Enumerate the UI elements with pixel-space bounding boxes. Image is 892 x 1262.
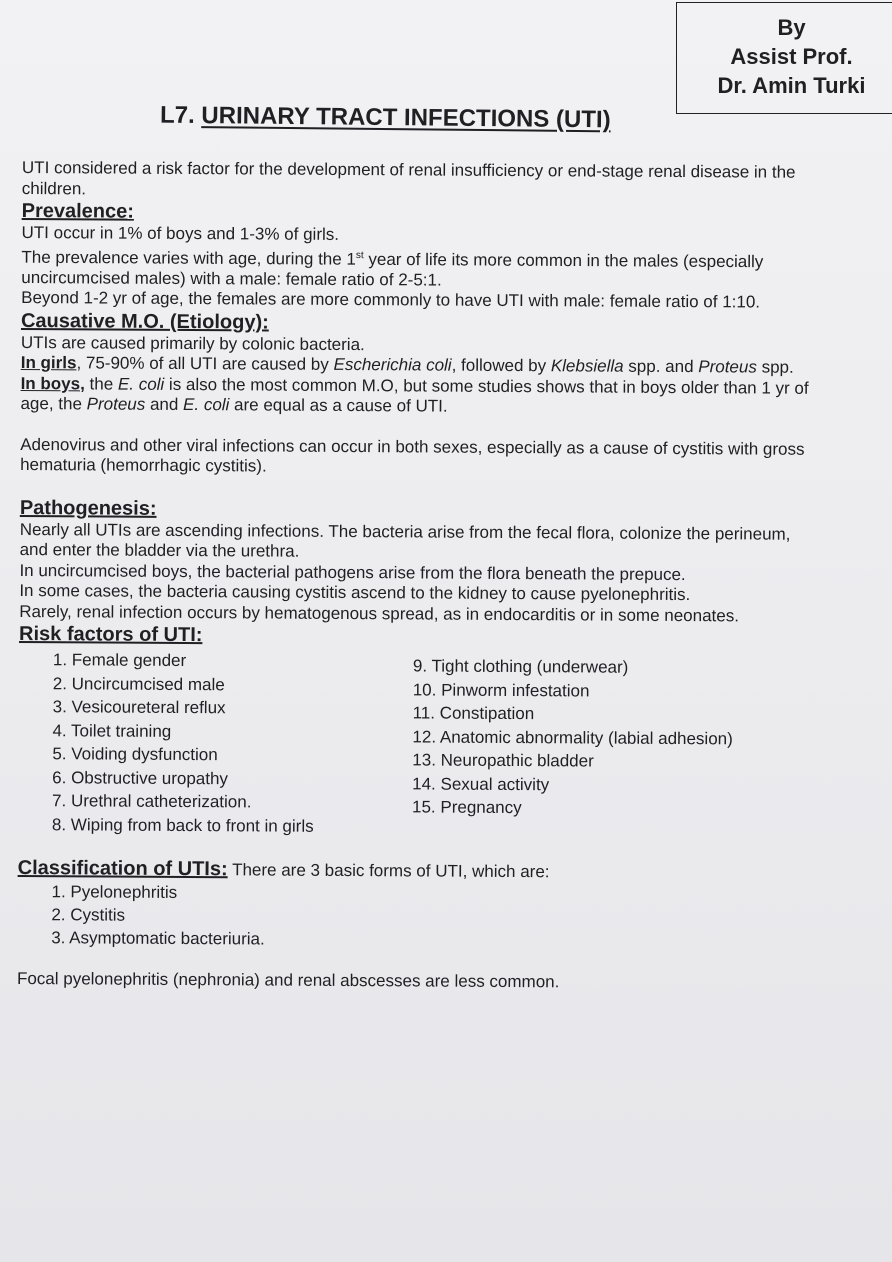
pathogenesis-p1: Nearly all UTIs are ascending infections. The bacteria arise from the fecal flora, colonize the perineum, and enter the bladder via the urethra. [19, 519, 791, 561]
girls-kleb: Klebsiella [550, 356, 624, 376]
classification-intro: There are 3 basic forms of UTI, which are: [227, 860, 550, 882]
risk-col2 [412, 655, 733, 841]
pathogenesis-p4: Rarely, renal infection occurs by hematogenous spread, as in endocarditis or in some neonates. [19, 601, 740, 626]
girls-a: , 75-90% of all UTI are caused by [76, 353, 334, 375]
author-by: By [777, 15, 806, 40]
prevalence-p3: Beyond 1-2 yr of age, the females are more commonly to have UTI with male: female ratio of 1:10. [21, 288, 761, 312]
list-item: 2. Uncircumcised male [52, 673, 225, 694]
classification-heading: Classification of UTIs: [17, 857, 228, 881]
boys-proteus: Proteus [86, 394, 146, 414]
girls-b: , followed by [451, 355, 551, 376]
list-item: 8. Wiping from back to front in girls [51, 814, 314, 836]
girls-c: spp. and [623, 356, 699, 377]
girls-d: spp. [756, 357, 794, 377]
list-item: 9. Tight clothing (underwear) [412, 656, 629, 677]
boys-label: In boys, [20, 373, 85, 394]
list-item: 15. Pregnancy [411, 797, 522, 818]
list-item: 6. Obstructive uropathy [52, 767, 229, 788]
pathogenesis-p3: In some cases, the bacteria causing cystitis ascend to the kidney to cause pyelonephritis. [19, 581, 691, 605]
intro-text: UTI considered a risk factor for the development of renal insufficiency or end-stage renal disease in the children. [21, 158, 796, 198]
list-item: 1. Pyelonephritis [51, 882, 178, 903]
list-item: 7. Urethral catheterization. [52, 791, 252, 812]
prevalence-p2-sup: st [355, 249, 364, 261]
etiology-viral: Adenovirus and other viral infections can occur in both sexes, especially as a cause of cystitis with gross hematuria (hemorrhagic cystitis). [20, 434, 805, 476]
prevalence-heading: Prevalence: [21, 199, 135, 223]
risk-heading: Risk factors of UTI: [19, 623, 203, 647]
list-item: 14. Sexual activity [412, 774, 550, 794]
list-item: 13. Neuropathic bladder [412, 750, 594, 771]
prevalence-p2-b: year of life its more common in the males (especially uncircumcised males) with a male: female ratio of 2-5:1. [21, 249, 764, 290]
list-item: 10. Pinworm infestation [412, 680, 590, 701]
list-item: 11. Constipation [412, 703, 535, 724]
girls-proteus: Proteus [698, 357, 757, 377]
boys-d: are equal as a cause of UTI. [229, 395, 448, 416]
prevalence-p1: UTI occur in 1% of boys and 1-3% of girls. [21, 222, 340, 244]
pathogenesis-p2: In uncircumcised boys, the bacterial pathogens arise from the flora beneath the prepuce. [19, 560, 686, 584]
girls-label: In girls [20, 353, 77, 373]
list-item: 4. Toilet training [52, 720, 172, 741]
pathogenesis-heading: Pathogenesis: [19, 496, 157, 520]
author-position: Assist Prof. [730, 44, 853, 69]
author-name: Dr. Amin Turki [717, 73, 866, 98]
risk-factors-list [52, 648, 819, 841]
etiology-p1: UTIs are caused primarily by colonic bacteria. [20, 332, 365, 354]
boys-ecoli: E. coli [117, 374, 165, 394]
boys-c: and [145, 394, 184, 415]
prevalence-p2 [21, 243, 821, 293]
boys-a: the [84, 374, 119, 394]
title-prefix: L7. [159, 101, 202, 130]
list-item: 12. Anatomic abnormality (labial adhesion) [412, 727, 733, 749]
list-item: 3. Asymptomatic bacteriuria. [51, 928, 265, 949]
risk-col1 [52, 648, 413, 838]
title-main: URINARY TRACT INFECTIONS (UTI) [201, 102, 611, 134]
document-body [17, 158, 822, 995]
list-item: 5. Voiding dysfunction [52, 744, 218, 765]
list-item: 1. Female gender [52, 650, 187, 671]
classification-note: Focal pyelonephritis (nephronia) and renal abscesses are less common. [16, 969, 560, 992]
author-box [676, 2, 892, 114]
prevalence-p2-a: The prevalence varies with age, during the 1 [21, 247, 356, 269]
page-title [160, 102, 611, 135]
etiology-boys [20, 374, 820, 420]
boys-b: is also the most common M.O, but some studies shows that in boys older than 1 yr of age, the [20, 374, 809, 414]
list-item: 3. Vesicoureteral reflux [52, 697, 226, 718]
list-item: 2. Cystitis [51, 905, 126, 925]
etiology-heading: Causative M.O. (Etiology): [20, 309, 269, 334]
boys-ecoli2: E. coli [183, 395, 230, 415]
girls-ecoli: Escherichia coli [333, 355, 452, 375]
classification-list [51, 880, 817, 954]
